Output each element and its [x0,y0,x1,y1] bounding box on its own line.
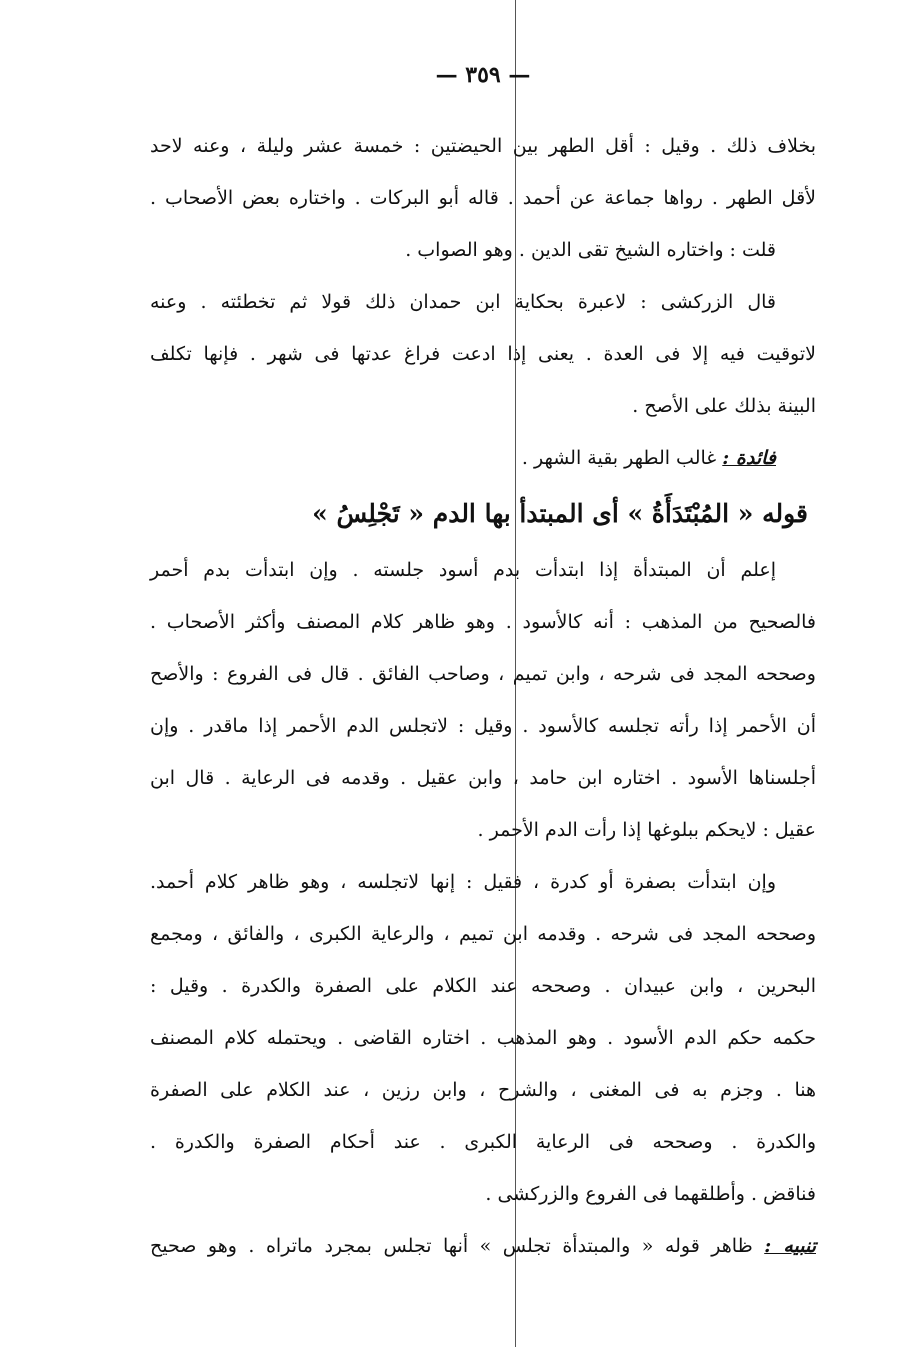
section-heading: قوله « المُبْتَدَأَةُ » أى المبتدأ بها الدم « تَجْلِسُ » [312,499,808,528]
text-line: البينة بذلك على الأصح . [632,395,816,417]
text-line: إعلم أن المبتدأة إذا ابتدأت بدم أسود جلسته . وإن ابتدأت بدم أحمر [150,559,776,581]
text-line: البحرين ، وابن عبيدان . وصححه عند الكلام على الصفرة والكدرة . وقيل : [150,975,816,997]
text-line: حكمه حكم الدم الأسود . وهو المذهب . اختاره القاضى . ويحتمله كلام المصنف [150,1027,816,1049]
text-line: أن الأحمر إذا رأته تجلسه كالأسود . وقيل : لاتجلس الدم الأحمر إذا ماقدر . وإن [150,715,816,737]
page-number: — ٣٥٩ — [435,62,531,88]
faida-label: فائدة : [722,447,776,469]
tanbih-label: تنبيه : [764,1235,816,1257]
text-line: قلت : واختاره الشيخ تقى الدين . وهو الصواب . [405,239,776,261]
text-line: وإن ابتدأت بصفرة أو كدرة ، فقيل : إنها لاتجلسه ، وهو ظاهر كلام أحمد. [150,871,776,893]
text-line: عقيل : لايحكم ببلوغها إذا رأت الدم الأحمر . [477,819,816,841]
text-line: لاتوقيت فيه إلا فى العدة . يعنى إذا ادعت فراغ عدتها فى شهر . فإنها تكلف [150,343,816,365]
text-line: فناقض . وأطلقهما فى الفروع والزركشى . [485,1183,816,1205]
text-line: هنا . وجزم به فى المغنى ، والشرح ، وابن رزين ، عند الكلام على الصفرة [150,1079,816,1101]
text-line: وصححه المجد فى شرحه ، وابن تميم ، وصاحب الفائق . قال فى الفروع : والأصح [150,663,816,685]
text-line: بخلاف ذلك . وقيل : أقل الطهر بين الحيضتين : خمسة عشر وليلة ، وعنه لاحد [150,135,816,157]
tanbih-note [150,1220,816,1272]
text-line: أجلسناها الأسود . اختاره ابن حامد ، وابن عقيل . وقدمه فى الرعاية . قال ابن [150,767,816,789]
paragraph-group-1 [150,120,816,432]
text-line: لأقل الطهر . رواها جماعة عن أحمد . قاله أبو البركات . واختاره بعض الأصحاب . [150,187,816,209]
main-text [150,120,816,1272]
text-line: وصححه المجد فى شرحه . وقدمه ابن تميم ، والرعاية الكبرى ، والفائق ، ومجمع [150,923,816,945]
tanbih-text: ظاهر قوله « والمبتدأة تجلس » أنها تجلس بمجرد ماتراه . وهو صحيح [150,1235,765,1257]
paragraph-group-2 [150,544,816,1220]
faida-note [150,432,816,484]
text-line: والكدرة . وصححه فى الرعاية الكبرى . عند أحكام الصفرة والكدرة . [150,1131,816,1153]
text-line: فالصحيح من المذهب : أنه كالأسود . وهو ظاهر كلام المصنف وأكثر الأصحاب . [150,611,816,633]
text-line: قال الزركشى : لاعبرة بحكاية ابن حمدان ذلك قولا ثم تخطئته . وعنه [150,291,776,313]
faida-text: غالب الطهر بقية الشهر . [521,447,723,469]
